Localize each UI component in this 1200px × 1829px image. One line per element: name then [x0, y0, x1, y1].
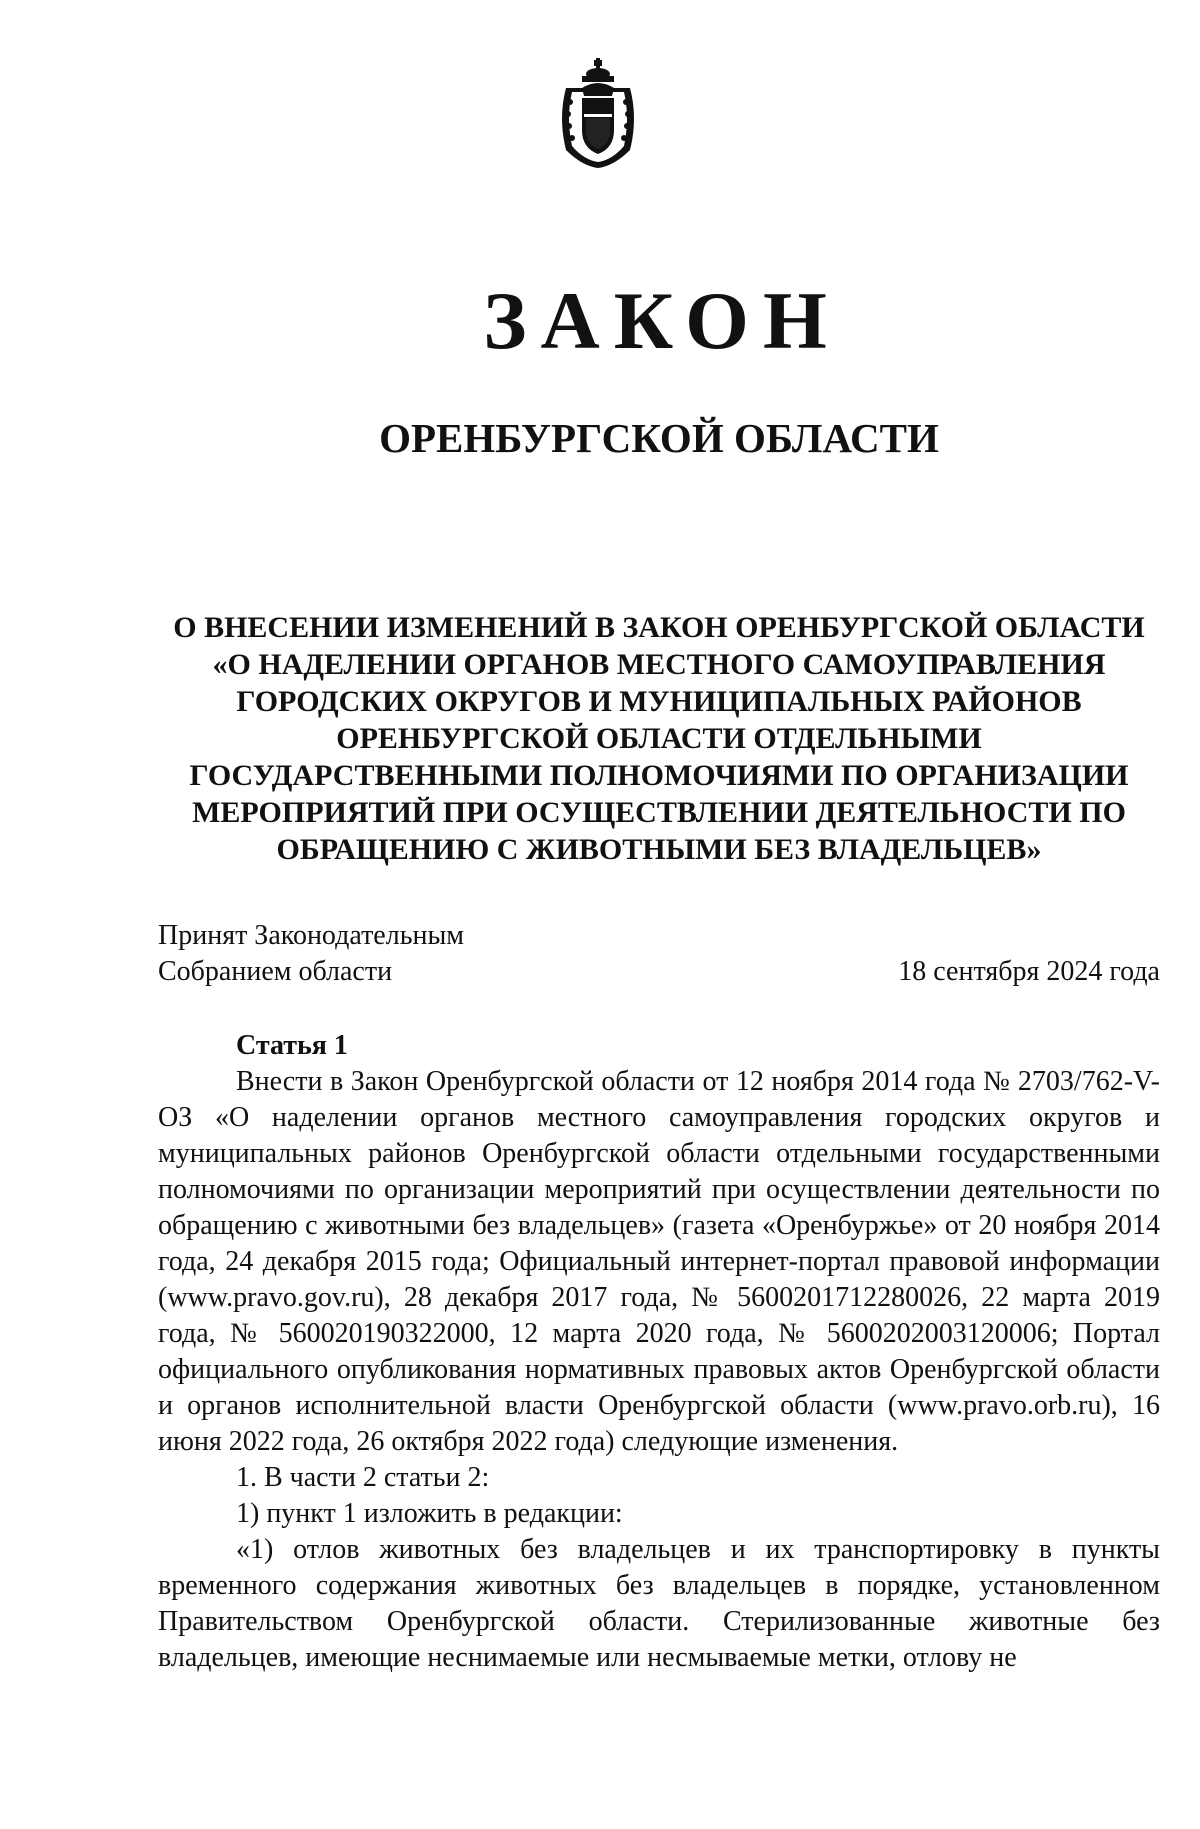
law-heading [158, 609, 1160, 868]
coat-of-arms-emblem [552, 58, 644, 170]
law-heading-line: ГОРОДСКИХ ОКРУГОВ И МУНИЦИПАЛЬНЫХ РАЙОНОВ [236, 685, 1082, 718]
article-quote-paragraph: «1) отлов животных без владельцев и их транспортировку в пункты временного содержания животных без владельцев в порядке, установленном Правительством Оренбургской области. Стерилизованные животные без владельцев, имеющие неснимаемые или несмываемые метки, отлову не [158, 1534, 1160, 1673]
law-heading-line: «О НАДЕЛЕНИИ ОРГАНОВ МЕСТНОГО САМОУПРАВЛЕНИЯ [212, 648, 1106, 681]
article-body [158, 1064, 1160, 1676]
adoption-line: Принят Законодательным [158, 920, 464, 951]
article-title: Статья 1 [236, 1030, 348, 1061]
article-intro-paragraph: Внести в Закон Оренбургской области от 12 ноября 2014 года № 2703/762-V-ОЗ «О наделении органов местного самоуправления городских округов и муниципальных районов Оренбургской области отдельными государственными полномочиями по организации мероприятий при осуществлении деятельности по обращению с животными без владельцев» (газета «Оренбуржье» от 20 ноября 2014 года, 24 декабря 2015 года; Официальный интернет-портал правовой информации (www.pravo.gov.ru), 28 декабря 2017 года, № 5600201712280026, 22 марта 2019 года, № 560020190322000, 12 марта 2020 года, № 5600202003120006; Портал официального опубликования нормативных правовых актов Оренбургской области и органов исполнительной власти Оренбургской области (www.pravo.orb.ru), 16 июня 2022 года, 26 октября 2022 года) следующие изменения. [158, 1066, 1160, 1457]
adoption-line: Собранием области [158, 956, 393, 987]
law-heading-line: МЕРОПРИЯТИЙ ПРИ ОСУЩЕСТВЛЕНИИ ДЕЯТЕЛЬНОСТИ ПО [192, 796, 1126, 829]
law-heading-line: ОБРАЩЕНИЮ С ЖИВОТНЫМИ БЕЗ ВЛАДЕЛЬЦЕВ» [276, 833, 1042, 866]
article-subpoint: 1) пункт 1 изложить в редакции: [236, 1498, 623, 1529]
emblem-container [40, 58, 1200, 170]
document-subtitle: ОРЕНБУРГСКОЙ ОБЛАСТИ [379, 415, 939, 461]
adoption-date: 18 сентября 2024 года [898, 956, 1160, 987]
adoption-block [158, 918, 1160, 990]
law-heading-line: О ВНЕСЕНИИ ИЗМЕНЕНИЙ В ЗАКОН ОРЕНБУРГСКОЙ ОБЛАСТИ [173, 611, 1145, 644]
document-title: ЗАКОН [483, 275, 841, 366]
adoption-authority [158, 918, 464, 990]
law-heading-line: ГОСУДАРСТВЕННЫМИ ПОЛНОМОЧИЯМИ ПО ОРГАНИЗАЦИИ [189, 759, 1129, 792]
law-heading-line: ОРЕНБУРГСКОЙ ОБЛАСТИ ОТДЕЛЬНЫМИ [336, 722, 982, 755]
article-point: 1. В части 2 статьи 2: [236, 1462, 490, 1493]
